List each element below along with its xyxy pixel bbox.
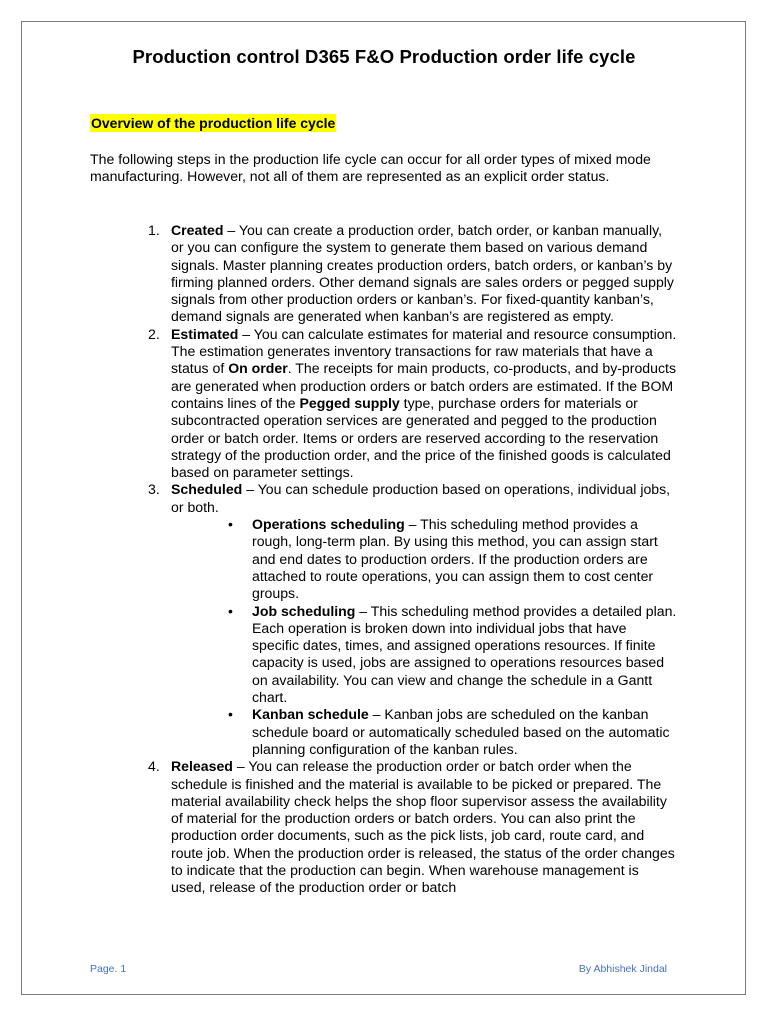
section-heading: Overview of the production life cycle xyxy=(91,115,336,131)
step-released xyxy=(0,758,677,896)
step-created xyxy=(0,222,677,326)
bullet-icon: • xyxy=(228,516,233,533)
step-number: 4. xyxy=(148,758,160,775)
intro-paragraph: The following steps in the production life cycle can occur for all order types of mixed mode manufacturing. However, not all of them are represented as an explicit order status. xyxy=(90,151,651,185)
step-number: 2. xyxy=(148,325,160,342)
scheduling-methods-list xyxy=(171,516,677,758)
step-term: Created xyxy=(171,222,224,238)
step-term: Estimated xyxy=(171,325,239,342)
document-title: Production control D365 F&O Production order life cycle xyxy=(132,46,636,67)
bullet-text: – This scheduling method provides a rough, long-term plan. By using this method, you can assign start and end dates to production orders. If the production orders are attached to route operations, you can assign them to cost center groups. xyxy=(252,516,658,602)
step-text: – You can schedule production based on operations, individual jobs, or both. xyxy=(171,481,671,515)
bullet-operations-scheduling xyxy=(171,516,677,602)
bullet-job-scheduling xyxy=(171,603,677,707)
step-text: – You can calculate estimates for material and resource consumption. The estimation generates inventory transactions for raw materials that have a status of xyxy=(171,325,677,377)
step-term: Scheduled xyxy=(171,481,243,498)
bullet-term: Operations scheduling xyxy=(252,516,405,533)
step-estimated xyxy=(0,326,677,482)
pegged-supply-term: Pegged supply xyxy=(299,394,400,411)
step-text: type, purchase orders for materials or subcontracted operation services are generated and pegged to the production order or batch order. Items or orders are reserved according to the reservation strategy of the production order, and the price of the finished goods is calculated based on parameter settings. xyxy=(171,394,671,481)
bullet-term: Job scheduling xyxy=(252,602,356,619)
bullet-term: Kanban schedule xyxy=(252,706,369,723)
bullet-icon: • xyxy=(228,602,233,619)
step-number: 3. xyxy=(148,481,160,498)
footer-author: By Abhishek Jindal xyxy=(578,963,667,975)
bullet-text: – Kanban jobs are scheduled on the kanban schedule board or automatically scheduled based on the automatic planning configuration of the kanban rules. xyxy=(252,706,670,757)
step-scheduled xyxy=(0,481,677,758)
step-text: – You can create a production order, batch order, or kanban manually, or you can configure the system to generate them based on various demand signals. Master planning creates production orders, batch orders, or kanban’s by firming planned orders. Other demand signals are sales orders or pegged supply signals from other production orders or kanban’s. For fixed-quantity kanban’s, demand signals are generated when kanban’s are registered as empty. xyxy=(171,222,674,325)
steps-list xyxy=(0,222,768,897)
bullet-icon: • xyxy=(228,706,233,723)
bullet-text: – This scheduling method provides a detailed plan. Each operation is broken down into individual jobs that have specific dates, times, and assigned operations resources. If finite capacity is used, jobs are assigned to operations resources based on availability. You can view and change the schedule in a Gantt chart. xyxy=(252,602,677,706)
footer-page-number: Page. 1 xyxy=(90,963,127,975)
bullet-kanban-schedule xyxy=(171,706,677,758)
step-number: 1. xyxy=(148,222,160,238)
step-term: Released xyxy=(171,758,233,775)
step-text: – You can release the production order or batch order when the schedule is finished and the material is available to be picked or prepared. The material availability check helps the shop floor supervisor assess the availability of material for the production orders or batch orders. You can also print the production order documents, such as the pick lists, job card, route card, and route job. When the production order is released, the status of the order changes to indicate that the production can begin. When warehouse management is used, release of the production order or batch xyxy=(171,758,675,896)
step-text: . The receipts for main products, co-products, and by-products are generated when production orders or batch orders are estimated. If the BOM contains lines of the xyxy=(171,360,676,411)
on-order-term: On order xyxy=(228,360,288,377)
